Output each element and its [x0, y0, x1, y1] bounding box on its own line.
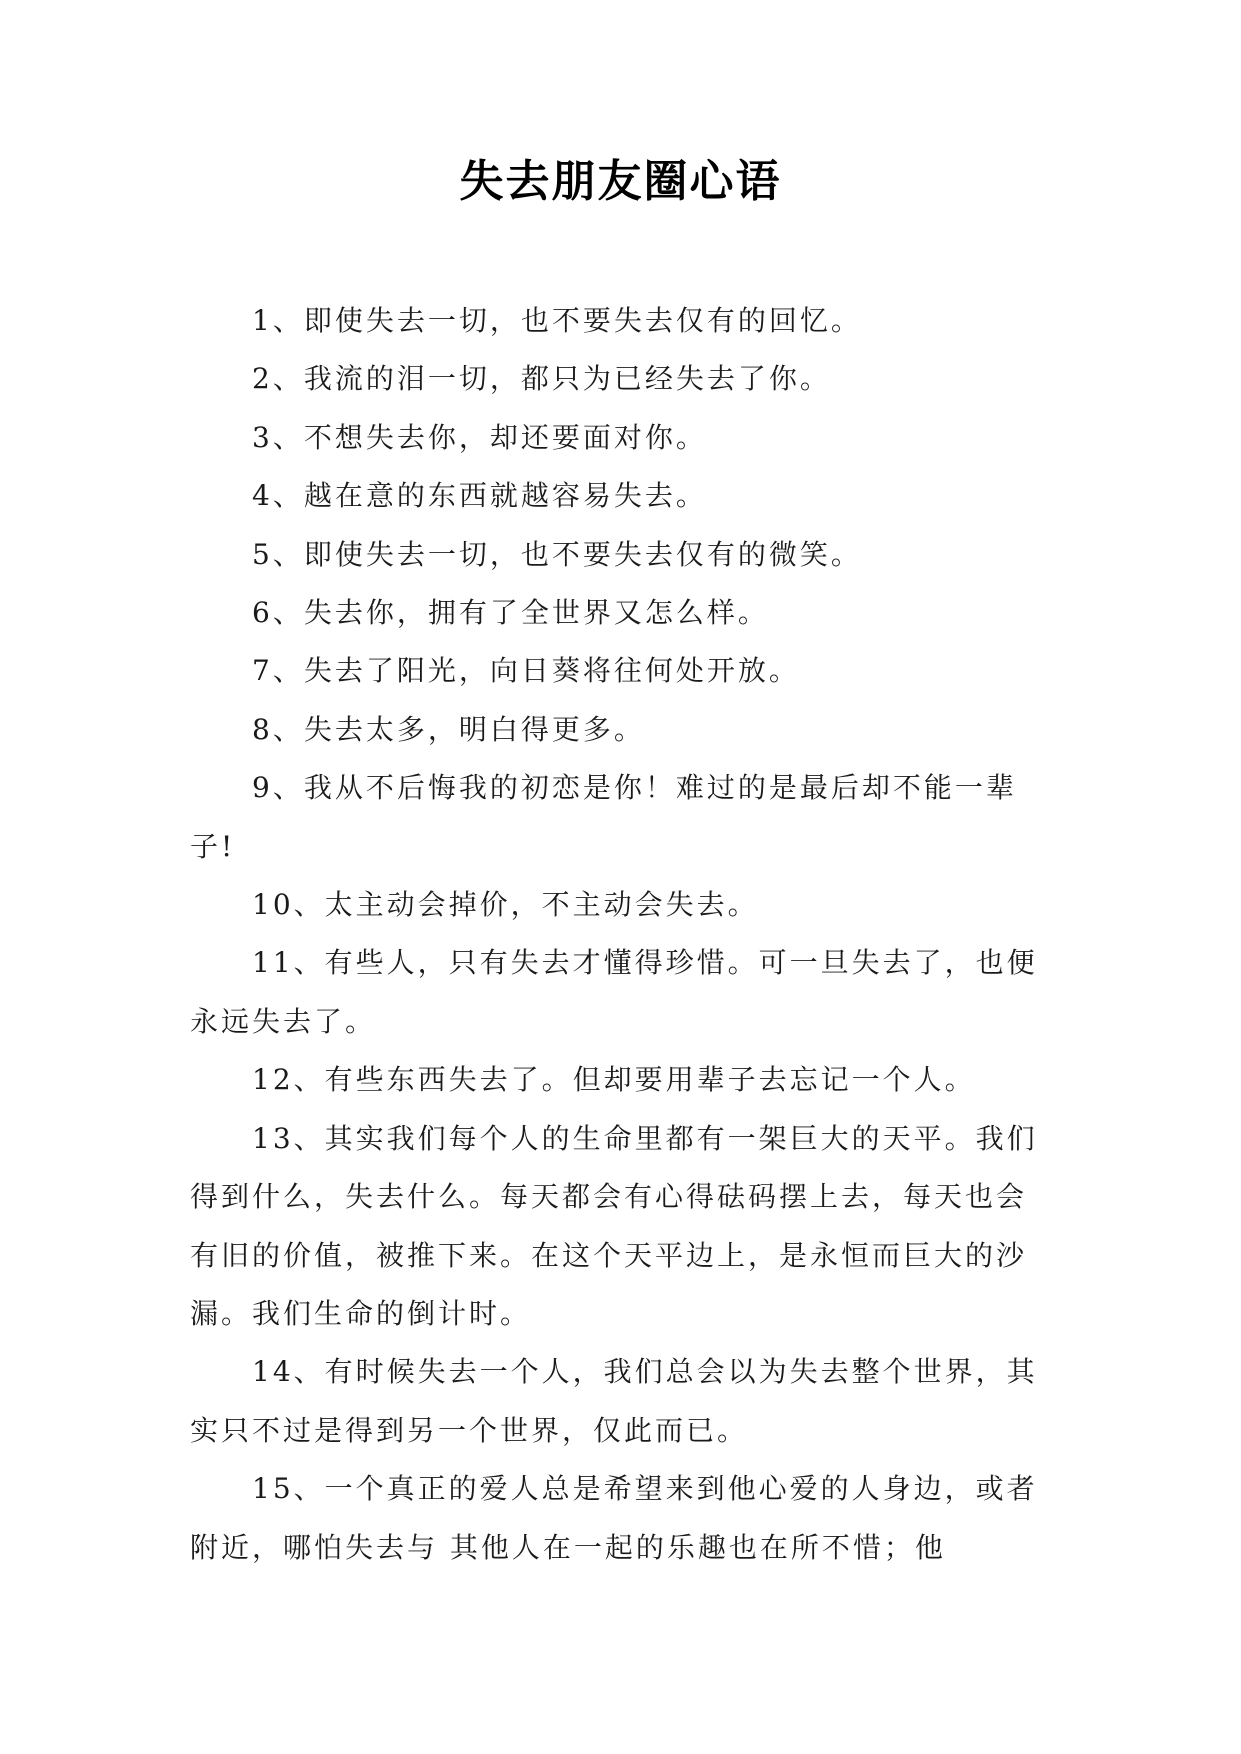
paragraph-11: 11、有些人，只有失去才懂得珍惜。可一旦失去了，也便永远失去了。 — [190, 946, 1038, 1038]
paragraph-9: 9、我从不后悔我的初恋是你！难过的是最后却不能一辈子! — [190, 771, 1017, 863]
paragraph-3: 3、不想失去你，却还要面对你。 — [252, 420, 707, 454]
paragraph-10: 10、太主动会掉价，不主动会失去。 — [252, 888, 759, 922]
paragraph-8: 8、失去太多，明白得更多。 — [252, 712, 645, 746]
document-title: 失去朋友圈心语 — [459, 156, 782, 207]
paragraph-1: 1、即使失去一切，也不要失去仅有的回忆。 — [252, 304, 862, 337]
paragraph-14: 14、有时候失去一个人，我们总会以为失去整个世界，其实只不过是得到另一个世界，仅此而已。 — [190, 1355, 1038, 1447]
paragraph-4: 4、越在意的东西就越容易失去。 — [252, 479, 707, 513]
paragraph-2: 2、我流的泪一切，都只为已经失去了你。 — [252, 362, 831, 396]
paragraph-13: 13、其实我们每个人的生命里都有一架巨大的天平。我们得到什么，失去什么。每天都会有心得砝码摆上去，每天也会有旧的价值，被推下来。在这个天平边上，是永恒而巨大的沙漏。我们生命的倒计时。 — [190, 1121, 1038, 1330]
paragraph-12: 12、有些东西失去了。但却要用辈子去忘记一个人。 — [252, 1063, 976, 1097]
paragraph-7: 7、失去了阳光，向日葵将往何处开放。 — [252, 654, 800, 688]
document-body — [190, 292, 1056, 1577]
paragraph-6: 6、失去你，拥有了全世界又怎么样。 — [252, 596, 769, 630]
paragraph-5: 5、即使失去一切，也不要失去仅有的微笑。 — [252, 537, 862, 571]
paragraph-15: 15、一个真正的爱人总是希望来到他心爱的人身边，或者附近，哪怕失去与 其他人在一起的乐趣也在所不惜；他 — [190, 1472, 1038, 1564]
